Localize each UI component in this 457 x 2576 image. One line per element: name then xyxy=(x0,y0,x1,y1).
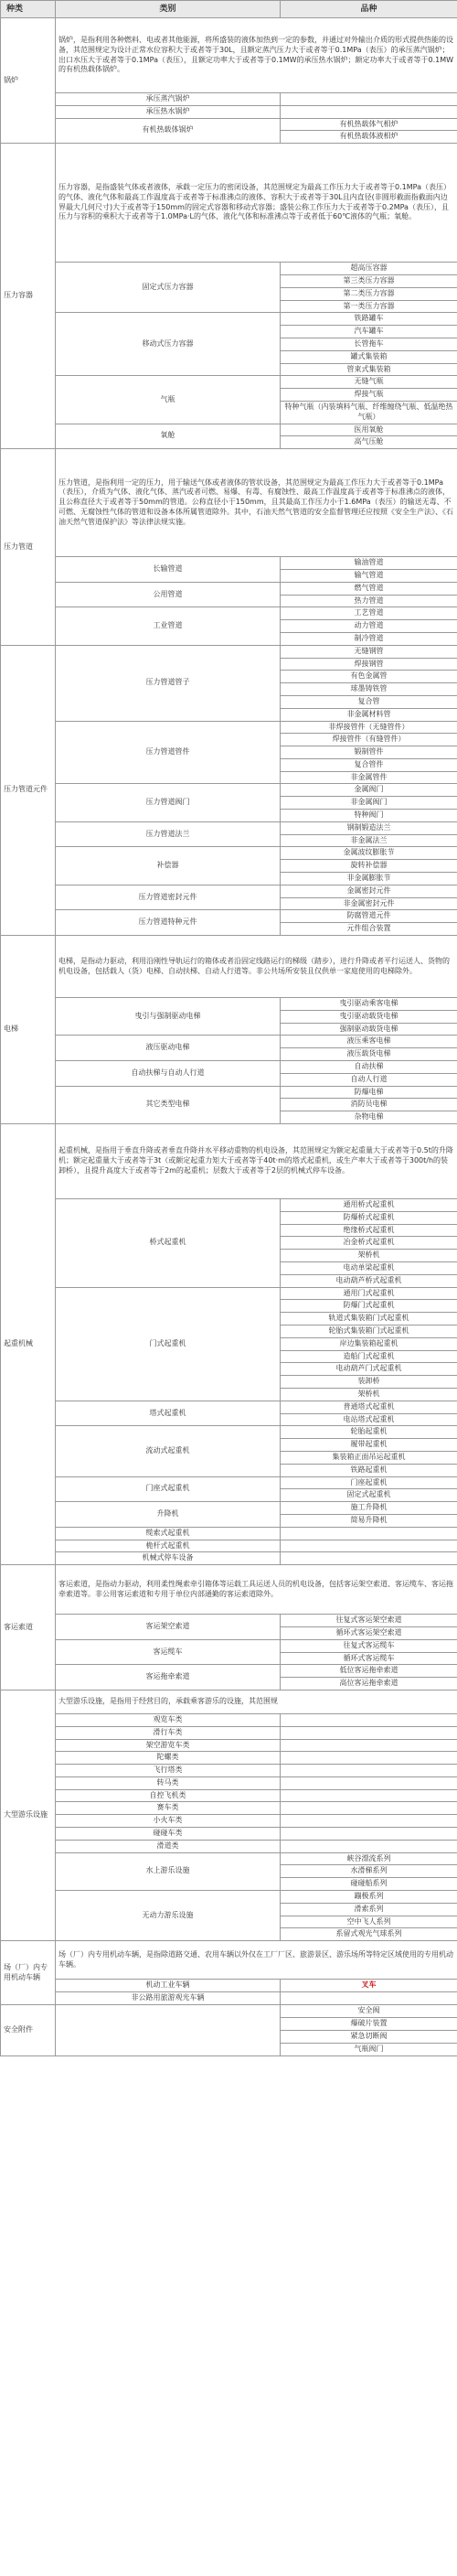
item-cell: 施工升降机 xyxy=(281,1502,457,1515)
table-row xyxy=(1,1739,457,1752)
category-cell: 压力管道阀门 xyxy=(56,784,281,821)
table-row xyxy=(1,1476,457,1489)
category-cell: 桥式起重机 xyxy=(56,1199,281,1288)
item-cell: 自动扶梯 xyxy=(281,1061,457,1074)
item-cell: 气瓶阀门 xyxy=(281,2043,457,2055)
description-vessel: 压力容器，是指盛装气体或者液体，承载一定压力的密闭设备，其范围规定为最高工作压力大于或者等于0.1MPa（表压）的气体、液化气体和最高工作温度高于或者等于标准沸点的液体、容积大于或者等于30L且内直径(非圆形截面指截面内边界最大几何尺寸)大于或者等于150mm的固定式容器和移动式容器；盛装公称工作压力大于或者等于0.2MPa（表压），且压力与容积的乘积大于或者等于1.0MPa·L的气体、液化气体和标准沸点等于或者低于60℃液体的气瓶；氧舱。 xyxy=(56,144,457,263)
table-row xyxy=(1,2004,457,2017)
category-cell: 无动力游乐设施 xyxy=(56,1891,281,1941)
item-cell: 非金属密封元件 xyxy=(281,897,457,910)
category-cell: 承压热水锅炉 xyxy=(56,105,281,118)
item-cell: 防爆桥式起重机 xyxy=(281,1211,457,1224)
item-cell: 非金属管件 xyxy=(281,771,457,784)
category-cell: 碰碰车类 xyxy=(56,1828,281,1841)
item-cell: 罐式集装箱 xyxy=(281,350,457,363)
kind-vehicle: 场（厂）内专用机动车辆 xyxy=(1,1941,56,2005)
table-row xyxy=(1,1726,457,1739)
item-cell: 有色金属管 xyxy=(281,671,457,683)
category-cell: 其它类型电梯 xyxy=(56,1086,281,1123)
category-cell xyxy=(56,2004,281,2055)
table-row xyxy=(1,885,457,897)
category-cell: 客运架空索道 xyxy=(56,1615,281,1640)
item-cell: 空中飞人系列 xyxy=(281,1916,457,1928)
item-cell: 履带起重机 xyxy=(281,1439,457,1452)
table-row xyxy=(1,1941,457,1980)
table-row xyxy=(1,1815,457,1828)
category-cell: 门座式起重机 xyxy=(56,1476,281,1502)
table-row xyxy=(1,582,457,595)
table-row xyxy=(1,105,457,118)
table-row xyxy=(1,847,457,860)
category-cell: 固定式压力容器 xyxy=(56,263,281,313)
item-cell: 低位客运拖牵索道 xyxy=(281,1665,457,1678)
item-cell: 岸边集装箱起重机 xyxy=(281,1337,457,1350)
item-cell: 复合管 xyxy=(281,695,457,708)
table-row xyxy=(1,1199,457,1212)
table-header-row xyxy=(1,1,457,18)
category-cell: 非公路用旅游观光车辆 xyxy=(56,1992,281,2005)
item-cell: 汽车罐车 xyxy=(281,326,457,338)
table-row xyxy=(1,1036,457,1048)
item-cell: 医用氧舱 xyxy=(281,424,457,436)
table-row xyxy=(1,144,457,263)
table-row xyxy=(1,1086,457,1099)
item-cell: 电动葫芦门式起重机 xyxy=(281,1363,457,1376)
table-row xyxy=(1,784,457,797)
table-row xyxy=(1,1527,457,1540)
category-cell: 气瓶 xyxy=(56,376,281,424)
item-cell: 循环式客运架空索道 xyxy=(281,1626,457,1639)
item-cell: 强制驱动载货电梯 xyxy=(281,1023,457,1036)
table-row xyxy=(1,1552,457,1565)
item-cell: 液压乘客电梯 xyxy=(281,1036,457,1048)
item-cell xyxy=(281,1789,457,1802)
table-row xyxy=(1,263,457,275)
item-cell: 第二类压力容器 xyxy=(281,287,457,300)
item-cell xyxy=(281,1776,457,1789)
category-cell: 曳引与强制驱动电梯 xyxy=(56,998,281,1036)
item-cell: 轨道式集装箱门式起重机 xyxy=(281,1313,457,1326)
item-cell: 焊接管件（有缝管件） xyxy=(281,734,457,746)
table-row xyxy=(1,1540,457,1552)
category-cell: 自动扶梯与自动人行道 xyxy=(56,1061,281,1087)
item-cell xyxy=(281,93,457,106)
table-row xyxy=(1,449,457,557)
item-cell: 防爆电梯 xyxy=(281,1086,457,1099)
table-row xyxy=(1,1992,457,2005)
item-cell: 通用桥式起重机 xyxy=(281,1199,457,1212)
item-cell: 铁路罐车 xyxy=(281,313,457,326)
category-cell: 陀螺类 xyxy=(56,1752,281,1765)
category-cell: 长输管道 xyxy=(56,557,281,583)
table-row xyxy=(1,1852,457,1865)
category-cell: 压力管道密封元件 xyxy=(56,885,281,910)
item-cell: 架桥机 xyxy=(281,1250,457,1262)
item-cell: 非金属法兰 xyxy=(281,834,457,847)
item-cell: 第三类压力容器 xyxy=(281,274,457,287)
item-cell xyxy=(281,1726,457,1739)
item-cell: 金属阀门 xyxy=(281,784,457,797)
item-cell: 装卸桥 xyxy=(281,1376,457,1389)
item-cell: 非焊接管件（无缝管件） xyxy=(281,721,457,734)
item-cell: 长管拖车 xyxy=(281,338,457,350)
item-cell xyxy=(281,1828,457,1841)
item-cell: 往复式客运架空索道 xyxy=(281,1615,457,1627)
item-cell xyxy=(281,105,457,118)
header-item: 品种 xyxy=(281,1,457,18)
item-cell: 金属波纹膨胀节 xyxy=(281,847,457,860)
table-row xyxy=(1,1615,457,1627)
table-row xyxy=(1,18,457,93)
item-cell: 造船门式起重机 xyxy=(281,1350,457,1363)
kind-crane: 起重机械 xyxy=(1,1124,56,1565)
header-kind: 种类 xyxy=(1,1,56,18)
item-cell: 爆破片装置 xyxy=(281,2017,457,2030)
item-cell: 高位客运拖牵索道 xyxy=(281,1678,457,1690)
table-row xyxy=(1,1802,457,1815)
table-row xyxy=(1,1124,457,1199)
table-row xyxy=(1,118,457,131)
table-row xyxy=(1,1401,457,1413)
item-cell: 自动人行道 xyxy=(281,1073,457,1086)
item-cell: 安全阀 xyxy=(281,2004,457,2017)
kind-vessel: 压力容器 xyxy=(1,144,56,449)
item-cell xyxy=(281,1540,457,1552)
table-row xyxy=(1,424,457,436)
table-row xyxy=(1,313,457,326)
item-cell: 特种气瓶（内装填料气瓶、纤维缠绕气瓶、低温绝热气瓶） xyxy=(281,401,457,424)
table-row xyxy=(1,1828,457,1841)
category-cell: 公用管道 xyxy=(56,582,281,607)
category-cell: 飞行塔类 xyxy=(56,1765,281,1777)
kind-pipe: 压力管道 xyxy=(1,449,56,646)
item-cell: 往复式客运缆车 xyxy=(281,1639,457,1652)
kind-boiler: 锅炉 xyxy=(1,18,56,144)
kind-rides: 大型游乐设施 xyxy=(1,1690,56,1940)
category-cell: 机动工业车辆 xyxy=(56,1980,281,1992)
item-cell: 叉车 xyxy=(281,1980,457,1992)
description-rides: 大型游乐设施，是指用于经营目的，承载乘客游乐的设施，其范围规 xyxy=(56,1690,457,1713)
item-cell: 系留式观光气球系列 xyxy=(281,1928,457,1941)
category-cell: 氧舱 xyxy=(56,424,281,449)
item-cell xyxy=(281,1765,457,1777)
category-cell: 水上游乐设施 xyxy=(56,1852,281,1890)
category-cell: 压力管道管件 xyxy=(56,721,281,784)
item-cell: 普通塔式起重机 xyxy=(281,1401,457,1413)
table-row xyxy=(1,1639,457,1652)
item-cell xyxy=(281,1752,457,1765)
category-cell: 客运缆车 xyxy=(56,1639,281,1665)
table-row xyxy=(1,1840,457,1852)
category-cell: 塔式起重机 xyxy=(56,1401,281,1426)
table-row xyxy=(1,936,457,998)
category-cell: 压力管道法兰 xyxy=(56,821,281,847)
item-cell: 锻制管件 xyxy=(281,746,457,759)
item-cell xyxy=(281,1815,457,1828)
table-row xyxy=(1,607,457,620)
item-cell: 铁路起重机 xyxy=(281,1464,457,1476)
item-cell: 曳引驱动乘客电梯 xyxy=(281,998,457,1011)
item-cell: 消防员电梯 xyxy=(281,1099,457,1111)
item-cell: 旋转补偿器 xyxy=(281,860,457,873)
table-row xyxy=(1,376,457,389)
table-row xyxy=(1,910,457,923)
item-cell: 曳引驱动载货电梯 xyxy=(281,1010,457,1023)
table-row xyxy=(1,1426,457,1439)
item-cell: 无缝钢管 xyxy=(281,645,457,658)
item-cell xyxy=(281,1992,457,2005)
item-cell: 输油管道 xyxy=(281,557,457,570)
item-cell xyxy=(281,1527,457,1540)
item-cell: 紧急切断阀 xyxy=(281,2030,457,2043)
item-cell: 非金属材料管 xyxy=(281,708,457,721)
table-row xyxy=(1,1713,457,1726)
category-cell: 转马类 xyxy=(56,1776,281,1789)
table-row xyxy=(1,821,457,834)
category-cell: 压力管道特种元件 xyxy=(56,910,281,936)
header-category: 类别 xyxy=(56,1,281,18)
category-cell: 移动式压力容器 xyxy=(56,313,281,376)
item-cell: 门座起重机 xyxy=(281,1476,457,1489)
table-row xyxy=(1,1565,457,1615)
item-cell: 蹦极系列 xyxy=(281,1891,457,1904)
category-cell: 流动式起重机 xyxy=(56,1426,281,1476)
item-cell: 元件组合装置 xyxy=(281,923,457,936)
item-cell: 超高压容器 xyxy=(281,263,457,275)
category-cell: 补偿器 xyxy=(56,847,281,885)
item-cell: 无缝气瓶 xyxy=(281,376,457,389)
table-row xyxy=(1,1502,457,1515)
item-cell: 碰碰船系列 xyxy=(281,1878,457,1891)
description-vehicle: 场（厂）内专用机动车辆，是指除道路交通、农用车辆以外仅在工厂厂区、旅游景区、游乐场所等特定区域使用的专用机动车辆。 xyxy=(56,1941,457,1980)
item-cell: 架桥机 xyxy=(281,1388,457,1401)
description-ropeway: 客运索道，是指动力驱动，利用柔性绳索牵引箱体等运载工具运送人员的机电设备，包括客运架空索道、客运缆车、客运拖牵索道等。非公用客运索道和专用于单位内部通勤的客运索道除外。 xyxy=(56,1565,457,1615)
item-cell: 液压载货电梯 xyxy=(281,1048,457,1061)
category-cell: 滑道类 xyxy=(56,1840,281,1852)
item-cell: 固定式起重机 xyxy=(281,1489,457,1502)
item-cell: 金属密封元件 xyxy=(281,885,457,897)
category-cell: 滑行车类 xyxy=(56,1726,281,1739)
category-cell: 自控飞机类 xyxy=(56,1789,281,1802)
item-cell xyxy=(281,1739,457,1752)
item-cell: 水滑梯系列 xyxy=(281,1865,457,1878)
item-cell: 电站塔式起重机 xyxy=(281,1413,457,1426)
item-cell: 特种阀门 xyxy=(281,810,457,822)
kind-safety: 安全附件 xyxy=(1,2004,56,2055)
item-cell: 防爆门式起重机 xyxy=(281,1300,457,1313)
table-row xyxy=(1,93,457,106)
item-cell: 有机热载体液相炉 xyxy=(281,131,457,144)
item-cell: 动力管道 xyxy=(281,620,457,633)
item-cell: 防腐管道元件 xyxy=(281,910,457,923)
item-cell: 管束式集装箱 xyxy=(281,363,457,376)
description-crane: 起重机械，是指用于垂直升降或者垂直升降并水平移动重物的机电设备，其范围规定为额定起重量大于或者等于0.5t的升降机；额定起重量大于或者等于3t（或额定起重力矩大于或者等于40t·m的塔式起重机，或生产率大于或者等于300t/h的装卸桥），且提升高度大于或者等于2m的起重机；层数大于或者等于2层的机械式停车设备。 xyxy=(56,1124,457,1199)
category-cell: 压力管道管子 xyxy=(56,645,281,721)
category-cell: 观览车类 xyxy=(56,1713,281,1726)
item-cell: 焊接气瓶 xyxy=(281,389,457,402)
item-cell: 钢制锻造法兰 xyxy=(281,821,457,834)
description-pipe: 压力管道，是指利用一定的压力，用于输送气体或者液体的管状设备，其范围规定为最高工作压力大于或者等于0.1MPa（表压），介质为气体、液化气体、蒸汽或者可燃、易爆、有毒、有腐蚀性、最高工作温度高于或者等于标准沸点的液体，且公称直径大于或者等于50mm的管道。公称直径小于150mm，且其最高工作压力小于1.6MPa（表压）的输送无毒、不可燃、无腐蚀性气体的管道和设备本体所属管道除外。其中，石油天然气管道的安全监督管理还应按照《安全生产法》、《石油天然气管道保护法》等法律法规实施。 xyxy=(56,449,457,557)
category-cell: 工业管道 xyxy=(56,607,281,645)
item-cell: 集装箱正面吊运起重机 xyxy=(281,1451,457,1464)
category-cell: 赛车类 xyxy=(56,1802,281,1815)
item-cell: 简易升降机 xyxy=(281,1514,457,1527)
category-cell: 客运拖牵索道 xyxy=(56,1665,281,1690)
item-cell: 电动单梁起重机 xyxy=(281,1262,457,1275)
kind-ropeway: 客运索道 xyxy=(1,1565,56,1690)
table-row xyxy=(1,1765,457,1777)
item-cell xyxy=(281,1713,457,1726)
category-cell: 升降机 xyxy=(56,1502,281,1528)
category-cell: 门式起重机 xyxy=(56,1287,281,1401)
table-row xyxy=(1,998,457,1011)
category-cell: 承压蒸汽锅炉 xyxy=(56,93,281,106)
category-cell: 机械式停车设备 xyxy=(56,1552,281,1565)
item-cell: 通用门式起重机 xyxy=(281,1287,457,1300)
category-cell: 缆索式起重机 xyxy=(56,1527,281,1540)
table-row xyxy=(1,1690,457,1713)
table-row xyxy=(1,1665,457,1678)
item-cell: 轮胎起重机 xyxy=(281,1426,457,1439)
category-cell: 桅杆式起重机 xyxy=(56,1540,281,1552)
category-cell: 小火车类 xyxy=(56,1815,281,1828)
table-body xyxy=(1,18,457,2056)
item-cell: 制冷管道 xyxy=(281,632,457,645)
item-cell: 冶金桥式起重机 xyxy=(281,1237,457,1250)
item-cell: 高气压舱 xyxy=(281,436,457,449)
category-cell: 有机热载体锅炉 xyxy=(56,118,281,144)
table-row xyxy=(1,1061,457,1074)
item-cell: 循环式客运缆车 xyxy=(281,1652,457,1665)
table-row xyxy=(1,1980,457,1992)
item-cell: 输气管道 xyxy=(281,569,457,582)
table-row xyxy=(1,1287,457,1300)
item-cell: 复合管件 xyxy=(281,758,457,771)
item-cell: 轮胎式集装箱门式起重机 xyxy=(281,1325,457,1337)
item-cell: 电动葫芦桥式起重机 xyxy=(281,1274,457,1287)
item-cell: 绝缘桥式起重机 xyxy=(281,1224,457,1237)
table-row xyxy=(1,1776,457,1789)
description-boiler: 锅炉，是指利用各种燃料、电或者其他能源，将所盛装的液体加热到一定的参数，并通过对外输出介质的形式提供热能的设备，其范围规定为设计正常水位容积大于或者等于30L，且额定蒸汽压力大于或者等于0.1MPa（表压）的承压蒸汽锅炉；出口水压大于或者等于0.1MPa（表压），且额定功率大于或者等于0.1MW的承压热水锅炉；额定功率大于或者等于0.1MW的有机热载体锅炉。 xyxy=(56,18,457,93)
item-cell: 热力管道 xyxy=(281,595,457,607)
item-cell: 工艺管道 xyxy=(281,607,457,620)
table-row xyxy=(1,1752,457,1765)
item-cell: 滑索系列 xyxy=(281,1903,457,1916)
kind-elevator: 电梯 xyxy=(1,936,56,1124)
item-cell: 非金属膨胀节 xyxy=(281,873,457,886)
item-cell: 有机热载体气相炉 xyxy=(281,118,457,131)
table-row xyxy=(1,557,457,570)
item-cell: 球墨铸铁管 xyxy=(281,683,457,696)
item-cell: 峡谷漂流系列 xyxy=(281,1852,457,1865)
item-cell: 第一类压力容器 xyxy=(281,300,457,313)
item-cell xyxy=(281,1840,457,1852)
category-cell: 架空游览车类 xyxy=(56,1739,281,1752)
category-cell: 液压驱动电梯 xyxy=(56,1036,281,1061)
table-row xyxy=(1,1789,457,1802)
kind-elements: 压力管道元件 xyxy=(1,645,56,935)
item-cell: 杂物电梯 xyxy=(281,1111,457,1124)
item-cell: 燃气管道 xyxy=(281,582,457,595)
table-row xyxy=(1,721,457,734)
table-row xyxy=(1,645,457,658)
item-cell: 非金属阀门 xyxy=(281,797,457,810)
description-elevator: 电梯，是指动力驱动，利用沿刚性导轨运行的箱体或者沿固定线路运行的梯级（踏步），进行升降或者平行运送人、货物的机电设备，包括载人（货）电梯、自动扶梯、自动人行道等。非公共场所安装且仅供单一家庭使用的电梯除外。 xyxy=(56,936,457,998)
item-cell xyxy=(281,1802,457,1815)
table-row xyxy=(1,1891,457,1904)
item-cell: 焊接钢管 xyxy=(281,658,457,671)
item-cell xyxy=(281,1552,457,1565)
